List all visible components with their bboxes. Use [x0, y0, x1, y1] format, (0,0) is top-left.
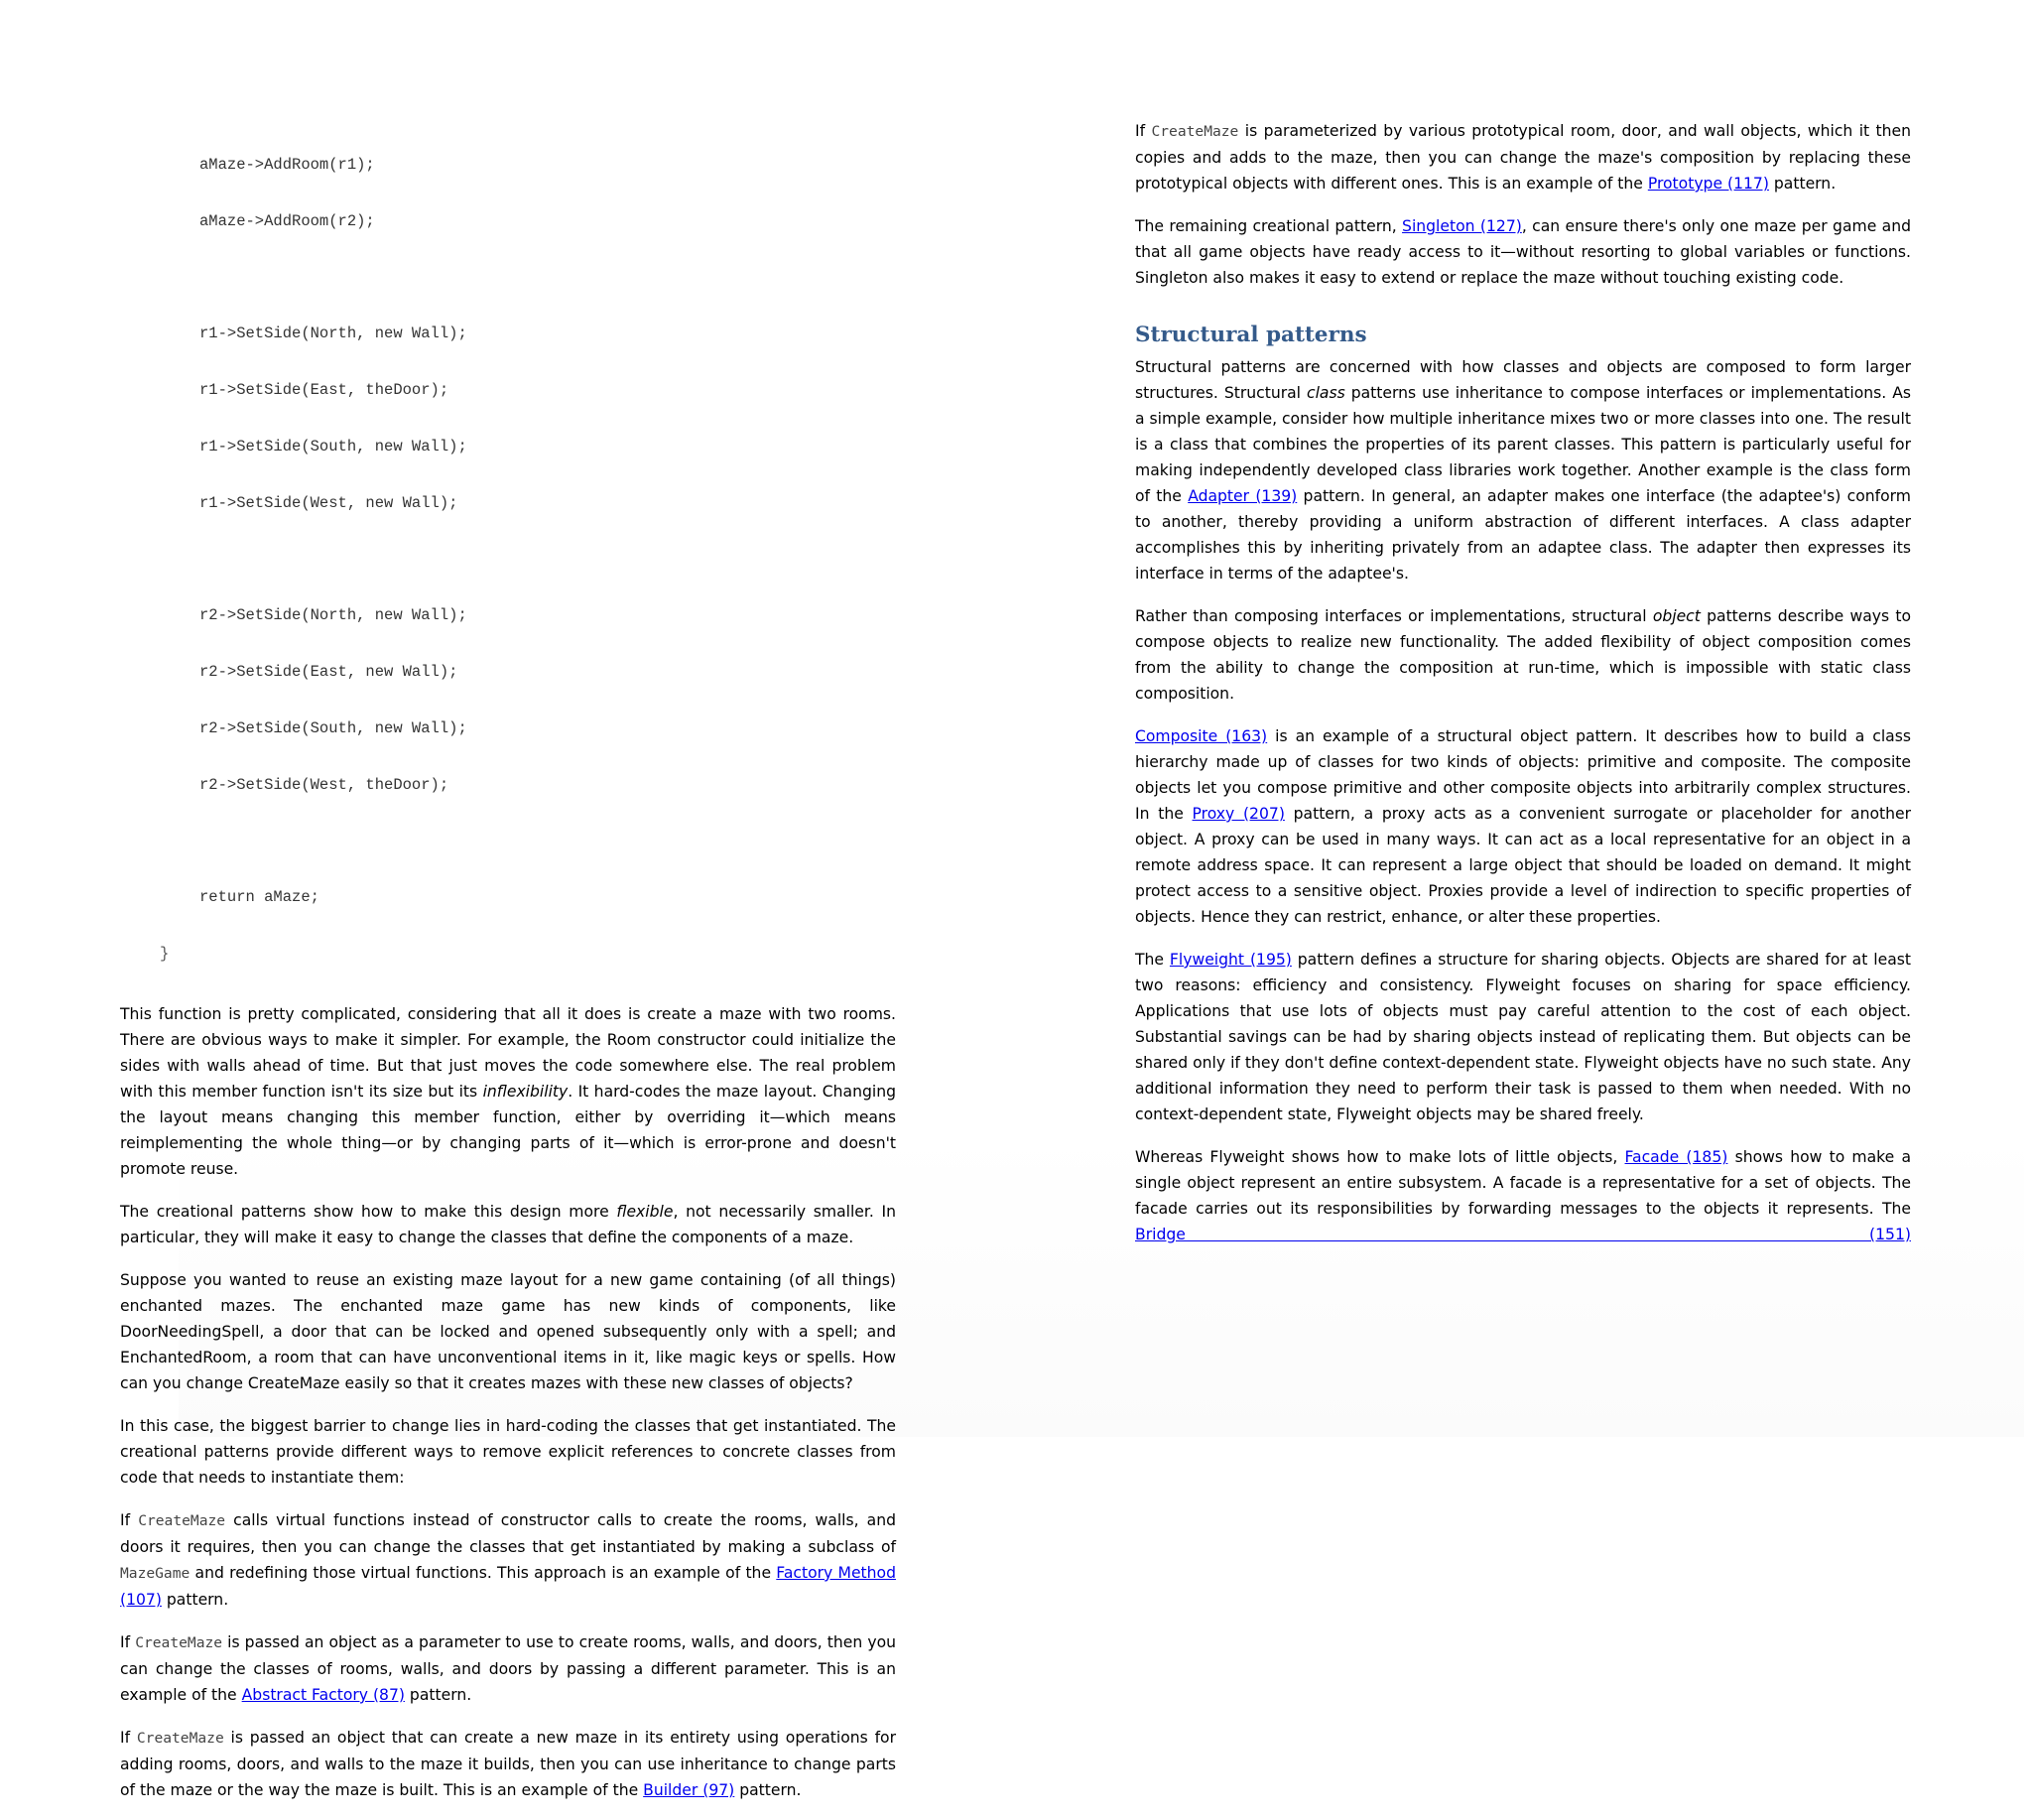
left-page	[120, 118, 896, 1820]
link-abstract-factory[interactable]: Abstract Factory (87)	[241, 1686, 405, 1704]
paragraph: Whereas Flyweight shows how to make lots of little objects, Facade (185) shows how to make a single object represent an entire subsystem. A facade is a representative for a set of objects. The facade carries out its responsibilities by forwarding messages to the objects it represents. The Bridge (151)	[1135, 1148, 1911, 1243]
paragraph: Rather than composing interfaces or implementations, structural object patterns describe ways to compose objects to realize new functionality. The added flexibility of object composition comes from the ability to change the composition at run-time, which is impossible with static class composition.	[1135, 607, 1911, 703]
code-line: r2->SetSide(East, new Wall);	[199, 663, 458, 681]
code-line: r1->SetSide(South, new Wall);	[199, 438, 467, 455]
section-heading: Structural patterns	[1135, 323, 1367, 347]
code-line: r2->SetSide(South, new Wall);	[199, 719, 467, 737]
code-line: r2->SetSide(North, new Wall);	[199, 606, 467, 624]
code-line: aMaze->AddRoom(r1);	[199, 156, 375, 174]
link-prototype[interactable]: Prototype (117)	[1647, 175, 1769, 193]
code-line: r1->SetSide(West, new Wall);	[199, 494, 458, 512]
link-singleton[interactable]: Singleton (127)	[1402, 217, 1522, 235]
paragraph: The creational patterns show how to make this design more flexible, not necessarily smaller. In particular, they will make it easy to change the classes that define the components of a maze.	[120, 1203, 896, 1246]
paragraph: If CreateMaze is parameterized by various prototypical room, door, and wall objects, which it then copies and adds to the maze, then you can change the maze's composition by replacing these prototypical objects with different ones. This is an example of the Prototype (117) pattern.	[1135, 122, 1911, 193]
code-line: r2->SetSide(West, theDoor);	[199, 776, 449, 794]
link-factory-method[interactable]: Factory Method (107)	[120, 1564, 896, 1609]
code-line: r1->SetSide(North, new Wall);	[199, 325, 467, 342]
paragraph: If CreateMaze is passed an object that can create a new maze in its entirety using operations for adding rooms, doors, and walls to the maze it builds, then you can use inheritance to change parts of the maze or the way the maze is built. This is an example of the Builder (97) pattern.	[120, 1729, 897, 1799]
paragraph: Structural patterns are concerned with how classes and objects are composed to form larger structures. Structural class patterns use inheritance to compose interfaces or implementations. As a simple example, consider how multiple inheritance mixes two or more classes into one. The result is a class that combines the properties of its parent classes. This pattern is particularly useful for making independently developed class libraries work together. Another example is the class form of the Adapter (139) pattern. In general, an adapter makes one interface (the adaptee's) conform to another, thereby providing a uniform abstraction of different interfaces. A class adapter accomplishes this by inheriting privately from an adaptee class. The adapter then expresses its interface in terms of the adaptee's.	[1135, 358, 1911, 583]
link-adapter[interactable]: Adapter (139)	[1188, 487, 1298, 505]
code-blank-line	[120, 269, 896, 287]
inline-code: CreateMaze	[136, 1730, 224, 1747]
paragraph: The Flyweight (195) pattern defines a structure for sharing objects. Objects are shared for at least two reasons: efficiency and consistency. Flyweight focuses on sharing for space efficiency. Applications that use lots of objects must pay careful attention to the cost of each object. Substantial savings can be had by sharing objects instead of replicating them. But objects can be shared only if they don't define context-dependent state. Flyweight objects have no such state. Any additional information they need to perform their task is passed to them when needed. With no context-dependent state, Flyweight objects may be shared freely.	[1135, 951, 1911, 1123]
paragraph: The remaining creational pattern, Singleton (127), can ensure there's only one maze per game and that all game objects have ready access to it—without resorting to global variables or functions. Singleton also makes it easy to extend or replace the maze without touching existing code.	[1135, 217, 1911, 287]
inline-code: CreateMaze	[138, 1512, 226, 1529]
link-bridge[interactable]: Bridge (151)	[1135, 1226, 1911, 1243]
link-flyweight[interactable]: Flyweight (195)	[1169, 951, 1292, 969]
paragraph: In this case, the biggest barrier to change lies in hard-coding the classes that get instantiated. The creational patterns provide different ways to remove explicit references to concrete classes from code that needs to instantiate them:	[120, 1417, 896, 1487]
paragraph: This function is pretty complicated, considering that all it does is create a maze with two rooms. There are obvious ways to make it simpler. For example, the Room constructor could initialize the sides with walls ahead of time. But that just moves the code somewhere else. The real problem with this member function isn't its size but its inflexibility. It hard-codes the maze layout. Changing the layout means changing this member function, either by overriding it—which means reimplementing the whole thing—or by changing parts of it—which is error-prone and doesn't promote reuse.	[120, 1005, 896, 1178]
code-blank-line	[120, 833, 896, 850]
link-builder[interactable]: Builder (97)	[643, 1781, 735, 1799]
link-proxy[interactable]: Proxy (207)	[1192, 805, 1285, 823]
inline-code: CreateMaze	[1151, 123, 1239, 140]
paragraph: Suppose you wanted to reuse an existing maze layout for a new game containing (of all things) enchanted mazes. The enchanted maze game has new kinds of components, like DoorNeedingSpell, a door that can be locked and opened subsequently only with a spell; and EnchantedRoom, a room that can have unconventional items in it, like magic keys or spells. How can you change CreateMaze easily so that it creates mazes with these new classes of objects?	[120, 1271, 896, 1392]
code-line: aMaze->AddRoom(r2);	[199, 212, 375, 230]
paragraph: If CreateMaze calls virtual functions instead of constructor calls to create the rooms, walls, and doors it requires, then you can change the classes that get instantiated by making a subclass of MazeGame and redefining those virtual functions. This approach is an example of the Factory Method (107) pattern.	[120, 1511, 897, 1609]
right-page	[1135, 118, 1911, 1264]
paragraph: Composite (163) is an example of a structural object pattern. It describes how to build a class hierarchy made up of classes for two kinds of objects: primitive and composite. The composite objects let you compose primitive and other composite objects into arbitrarily complex structures. In the Proxy (207) pattern, a proxy acts as a convenient surrogate or placeholder for another object. A proxy can be used in many ways. It can act as a local representative for an object in a remote address space. It can represent a large object that should be loaded on demand. It might protect access to a sensitive object. Proxies provide a level of indirection to specific properties of objects. Hence they can restrict, enhance, or alter these properties.	[1135, 727, 1911, 926]
inline-code: CreateMaze	[135, 1634, 223, 1651]
link-composite[interactable]: Composite (163)	[1135, 727, 1268, 745]
code-listing	[120, 118, 896, 1001]
inline-code: MazeGame	[120, 1565, 190, 1582]
code-line: return aMaze;	[199, 888, 319, 906]
code-closing-brace: }	[160, 945, 170, 963]
paragraph: If CreateMaze is passed an object as a parameter to use to create rooms, walls, and doors, then you can change the classes of rooms, walls, and doors by passing a different parameter. This is an example of the Abstract Factory (87) pattern.	[120, 1633, 897, 1704]
link-facade[interactable]: Facade (185)	[1624, 1148, 1728, 1166]
code-line: r1->SetSide(East, theDoor);	[199, 381, 449, 399]
code-blank-line	[120, 551, 896, 569]
